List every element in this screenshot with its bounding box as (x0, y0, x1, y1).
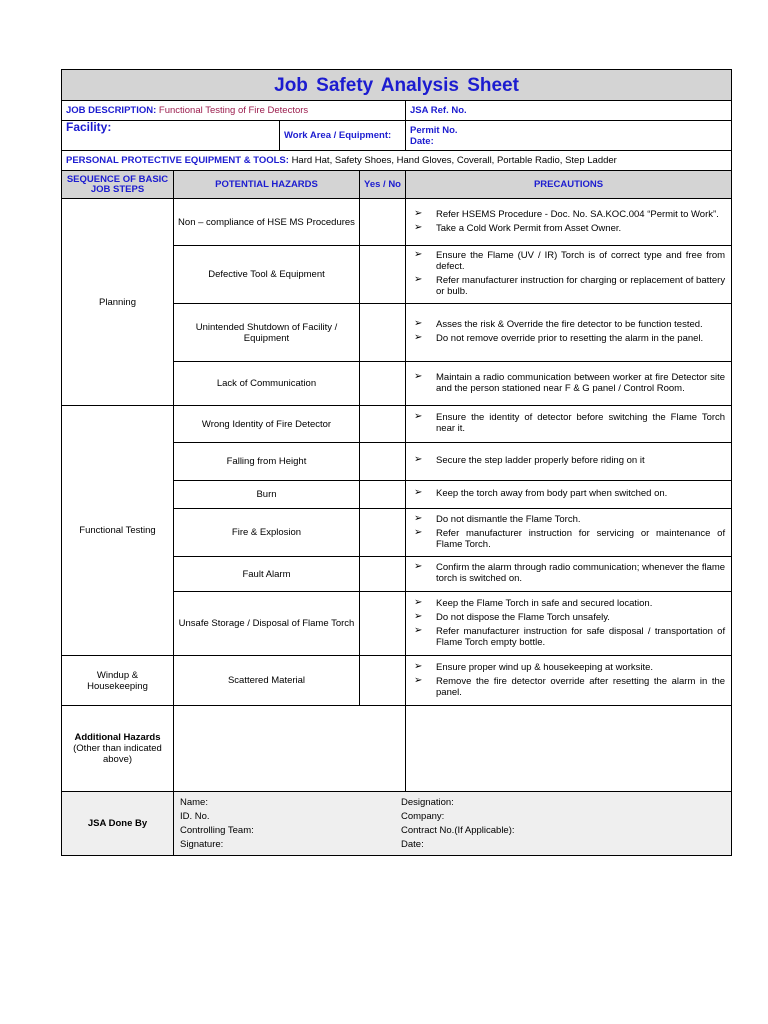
precaution-item: ➢ Asses the risk & Override the fire detector to be function tested. (411, 319, 725, 330)
signature-field[interactable]: Signature: (180, 839, 224, 850)
additional-hazards-subtitle: (Other than indicated above) (73, 743, 162, 765)
precautions-cell (406, 656, 732, 706)
precautions-cell (406, 509, 732, 557)
precaution-item: ➢ Refer manufacturer instruction for servicing or maintenance of Flame Torch. (411, 528, 725, 550)
precaution-item: ➢ Do not dispose the Flame Torch unsafely. (411, 612, 725, 623)
ppe-value: Hard Hat, Safety Shoes, Hand Gloves, Coverall, Portable Radio, Step Ladder (291, 155, 617, 166)
id-field[interactable]: ID. No. (180, 811, 210, 822)
precaution-item: ➢ Take a Cold Work Permit from Asset Owner. (411, 223, 725, 234)
precautions-cell (406, 557, 732, 592)
precaution-item: ➢ Maintain a radio communication between worker at fire Detector site and the person stationed near F & G panel / Control Room. (411, 372, 725, 394)
precautions-cell (406, 592, 732, 656)
header-sequence: SEQUENCE OF BASIC JOB STEPS (62, 171, 174, 199)
step-functional-testing: Functional Testing (62, 406, 174, 656)
yesno-cell[interactable] (360, 304, 406, 362)
step-windup: Windup & Housekeeping (62, 656, 174, 706)
step-planning: Planning (62, 199, 174, 406)
hazard-cell: Unintended Shutdown of Facility / Equipment (174, 304, 360, 362)
jsa-ref-cell (406, 101, 732, 121)
precaution-item: ➢ Remove the fire detector override after resetting the alarm in the panel. (411, 676, 725, 698)
table-row (62, 656, 732, 706)
precautions-cell (406, 481, 732, 509)
additional-hazards-input[interactable] (174, 706, 406, 792)
table-row (62, 199, 732, 246)
page-title: Job Safety Analysis Sheet (62, 70, 732, 101)
date-label: Date: (410, 135, 434, 147)
header-yesno: Yes / No (360, 171, 406, 199)
facility-cell (62, 121, 280, 151)
yesno-cell[interactable] (360, 362, 406, 406)
precaution-item: ➢ Refer manufacturer instruction for safe disposal / transportation of Flame Torch empty bottle. (411, 626, 725, 648)
jsa-table (61, 69, 732, 856)
yesno-cell[interactable] (360, 246, 406, 304)
precautions-cell (406, 406, 732, 443)
permit-cell (406, 121, 732, 151)
name-field[interactable]: Name: (180, 797, 208, 808)
hazard-cell: Lack of Communication (174, 362, 360, 406)
precaution-item: ➢ Refer HSEMS Procedure - Doc. No. SA.KOC.004 “Permit to Work”. (411, 209, 725, 220)
hazard-cell: Fault Alarm (174, 557, 360, 592)
hazard-cell: Fire & Explosion (174, 509, 360, 557)
hazard-cell: Scattered Material (174, 656, 360, 706)
yesno-cell[interactable] (360, 592, 406, 656)
precautions-cell (406, 362, 732, 406)
precautions-cell (406, 199, 732, 246)
precaution-item: ➢ Ensure the Flame (UV / IR) Torch is of correct type and free from defect. (411, 250, 725, 272)
work-area-label: Work Area / Equipment: (284, 130, 392, 141)
precaution-item: ➢ Do not remove override prior to resetting the alarm in the panel. (411, 333, 725, 344)
yesno-cell[interactable] (360, 656, 406, 706)
yesno-cell[interactable] (360, 481, 406, 509)
yesno-cell[interactable] (360, 406, 406, 443)
jsa-done-by-fields (174, 792, 732, 856)
precautions-cell (406, 246, 732, 304)
table-row (62, 406, 732, 443)
additional-hazards-row (62, 706, 732, 792)
jsa-done-by-label: JSA Done By (62, 792, 174, 856)
precaution-item: ➢ Keep the Flame Torch in safe and secured location. (411, 598, 725, 609)
yesno-cell[interactable] (360, 443, 406, 481)
yesno-cell[interactable] (360, 199, 406, 246)
additional-hazards-title: Additional Hazards (74, 732, 161, 743)
precaution-item: ➢ Refer manufacturer instruction for charging or replacement of battery or bulb. (411, 275, 725, 297)
jsa-ref-label: JSA Ref. No. (410, 105, 467, 116)
job-description-cell (62, 101, 406, 121)
ppe-label: PERSONAL PROTECTIVE EQUIPMENT & TOOLS: (66, 155, 289, 166)
hazard-cell: Wrong Identity of Fire Detector (174, 406, 360, 443)
hazard-cell: Burn (174, 481, 360, 509)
additional-precautions-input[interactable] (406, 706, 732, 792)
hazard-cell: Defective Tool & Equipment (174, 246, 360, 304)
precaution-item: ➢ Ensure the identity of detector before switching the Flame Torch near it. (411, 412, 725, 434)
job-description-value: Functional Testing of Fire Detectors (158, 105, 309, 116)
precaution-item: ➢ Do not dismantle the Flame Torch. (411, 514, 725, 525)
company-field[interactable]: Company: (401, 811, 445, 822)
permit-label: Permit No. (410, 124, 458, 136)
precautions-cell (406, 304, 732, 362)
contract-field[interactable]: Contract No.(If Applicable): (401, 825, 515, 836)
precaution-item: ➢ Keep the torch away from body part when switched on. (411, 488, 725, 499)
header-precautions: PRECAUTIONS (406, 171, 732, 199)
date-field[interactable]: Date: (401, 839, 424, 850)
work-area-cell (280, 121, 406, 151)
yesno-cell[interactable] (360, 509, 406, 557)
header-hazards: POTENTIAL HAZARDS (174, 171, 360, 199)
job-description-label: JOB DESCRIPTION: (66, 105, 157, 116)
hazard-cell: Unsafe Storage / Disposal of Flame Torch (174, 592, 360, 656)
hazard-cell: Falling from Height (174, 443, 360, 481)
hazard-cell: Non – compliance of HSE MS Procedures (174, 199, 360, 246)
jsa-done-by-row (62, 792, 732, 856)
facility-label: Facility: (66, 120, 112, 134)
precaution-item: ➢ Ensure proper wind up & housekeeping at worksite. (411, 662, 725, 673)
additional-hazards-label-cell (62, 706, 174, 792)
precaution-item: ➢ Confirm the alarm through radio communication; whenever the flame torch is switched on. (411, 562, 725, 584)
ppe-cell (62, 151, 732, 171)
precaution-item: ➢ Secure the step ladder properly before riding on it (411, 455, 725, 466)
yesno-cell[interactable] (360, 557, 406, 592)
team-field[interactable]: Controlling Team: (180, 825, 254, 836)
designation-field[interactable]: Designation: (401, 797, 454, 808)
precautions-cell (406, 443, 732, 481)
